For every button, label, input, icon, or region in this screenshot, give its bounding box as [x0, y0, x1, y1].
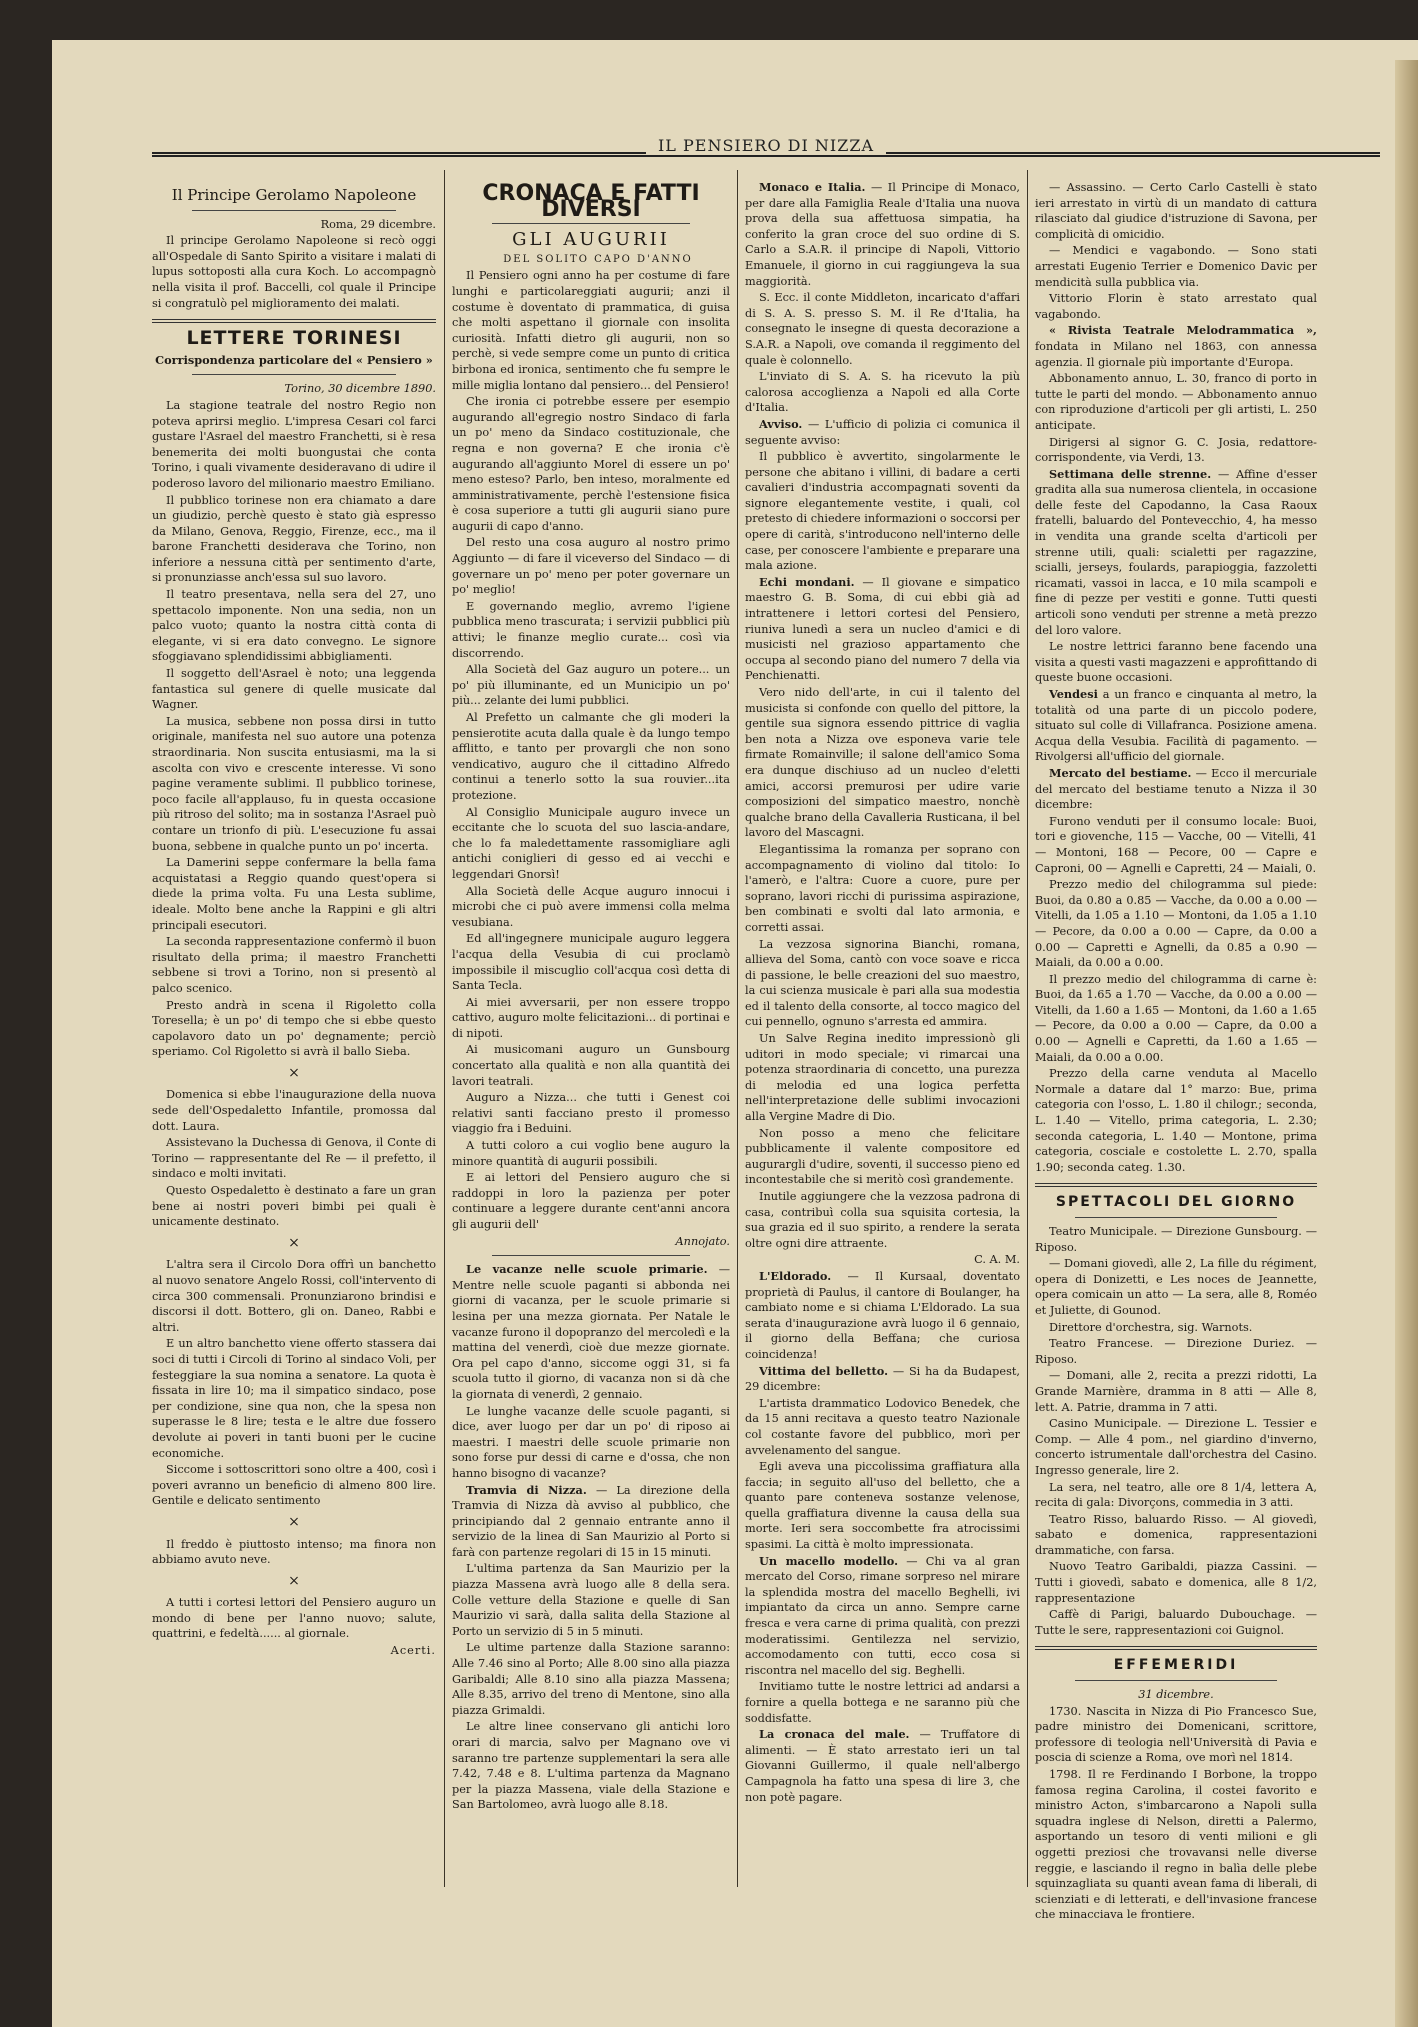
column-3: [745, 180, 1020, 1937]
article-title: GLI AUGURII: [512, 229, 670, 251]
paragraph: La Damerini seppe confermare la bella fama acquistatasi a Reggio quando quest'opera si diede la prima volta. Fu una Lesta sublime, ideale. Molto bene anche la Rappini e gli altri principali esecutori.: [152, 856, 436, 932]
paragraph: Le nostre lettrici faranno bene facendo una visita a questi vasti magazzeni e approfittando di queste buone occasioni.: [1035, 640, 1317, 685]
item-body: — L'ufficio di polizia ci comunica il seguente avviso:: [745, 417, 1020, 447]
section-title: CRONACA E FATTI DIVERSI: [482, 181, 700, 222]
paragraph: 1730. Nascita in Nizza di Pio Francesco Sue, padre ministro dei Domenicani, scrittore, professore di teologia nell'Università di Pavia e poscia di scienze a Roma, ove morì nel 1814.: [1035, 1704, 1317, 1765]
paragraph: E un altro banchetto viene offerto stassera dai soci di tutti i Circoli di Torino al sindaco Voli, per festeggiare la sua nomina a senatore. La quota è fissata in lire 10; ma il simpatico sindaco, pose per condizione, sine qua non, che la spesa non superasse le 8 lire; testa e le altre due fossero devolute ai poveri in tanti buoni per le cucine economiche.: [152, 1337, 436, 1460]
paragraph: Egli aveva una piccolissima graffiatura alla faccia; in seguito all'uso del belletto, che a quanto pare conteneva sostanze velenose, quella graffiatura divenne la causa della sua morte. Ieri sera soccombette fra atrocissimi spasimi. La città è molto impressionata.: [745, 1460, 1020, 1552]
item-title: Avviso.: [759, 416, 803, 431]
dateline: Roma, 29 dicembre.: [320, 217, 436, 231]
signature: C. A. M.: [974, 1253, 1020, 1267]
paragraph: Vittorio Florin è stato arrestato qual vagabondo.: [1035, 292, 1317, 321]
dateline: 31 dicembre.: [1138, 1688, 1214, 1702]
paragraph: Dirigersi al signor G. C. Josia, redattore-corrispondente, via Verdi, 13.: [1035, 435, 1317, 465]
item-title: « Rivista Teatrale Melodrammatica »,: [1049, 323, 1317, 338]
separator-mark: ×: [288, 1234, 300, 1251]
section-divider: [1035, 1646, 1317, 1650]
section-title: EFFEMERIDI: [1113, 1657, 1239, 1674]
item-body: — Il Kursaal, doventato proprietà di Paulus, il cantore di Boulanger, ha cambiato nome e si chiama L'Eldorado. La sua serata d'inaugurazione avrà luogo il 6 gennaio, il giorno della Beffana; che curiosa coincidenza!: [745, 1269, 1020, 1361]
paragraph: Le ultime partenze dalla Stazione saranno: Alle 7.46 sino al Porto; Alle 8.00 sino alla piazza Garibaldi; Alle 8.10 sino alla piazza Massena; Alle 8.35, arrivo del treno di Mentone, sino alla piazza Grimaldi.: [452, 1641, 730, 1717]
paragraph: Al Prefetto un calmante che gli moderi la pensierotite acuta dalla quale è da lungo tempo afflitto, e tanto per provargli che non sono vendicativo, auguro che il cittadino Alfredo continui a tenerlo sotto la sua rouvier...ita protezione.: [452, 711, 730, 802]
paragraph: S. Ecc. il conte Middleton, incaricato d'affari di S. A. S. presso S. M. il Re d'Italia, ha consegnato le insegne di questa decorazione a S.A.R. a Napoli, ove comanda il reggimento del quale è colonnello.: [745, 291, 1020, 367]
paragraph: Domenica si ebbe l'inaugurazione della nuova sede dell'Ospedaletto Infantile, promossa dal dott. Laura.: [152, 1088, 436, 1133]
paragraph: Le altre linee conservano gli antichi loro orari di marcia, salvo per Magnano ove vi saranno tre partenze supplementari la sera alle 7.42, 7.48 e 8. L'ultima partenza da Magnano per la piazza Massena, viale della Stazione e San Bartolomeo, avrà luogo alle 8.18.: [452, 1720, 730, 1812]
newspaper-page: [52, 40, 1418, 2027]
paragraph: L'ultima partenza da San Maurizio per la piazza Massena avrà luogo alle 8 della sera. Colle vetture della Stazione e quelle di San Maurizio vi sarà, dalla salita della Stazione al Porto un servizio di 5 in 5 minuti.: [452, 1562, 730, 1638]
item-body: fondata in Milano nel 1863, con annessa agenzia. Il giornale più importante d'Europa.: [1035, 339, 1317, 369]
item-title: Vendesi: [1049, 687, 1098, 701]
paragraph: Il Pensiero ogni anno ha per costume di fare lunghi e particolareggiati augurii; anzi il costume è doventato di prammatica, di guisa che molti aspettano il giornale con insolita curiosità. Infatti dietro gli augurii, non so perchè, si vede sempre come un punto di critica birbona ed ironica, sentimento che fu sempre le mille miglia lontano dal pensiero... del Pensiero!: [452, 269, 730, 392]
paragraph: Teatro Municipale. — Direzione Gunsbourg. — Riposo.: [1035, 1225, 1317, 1254]
column-rule: [1027, 170, 1028, 1887]
article-title: Il Principe Gerolamo Napoleone: [171, 186, 417, 204]
paragraph: La vezzosa signorina Bianchi, romana, allieva del Soma, cantò con voce soave e ricca di passione, le belle creazioni del suo maestro, la cui scienza musicale è pari alla sua modestia ed il talento della consorte, al tocco magico del cui pennello, ognuno s'arresta ed ammira.: [745, 937, 1020, 1029]
item-title: Tramvia di Nizza.: [466, 1482, 587, 1497]
paragraph: Alla Società delle Acque auguro innocui i microbi che ci può avere immensi colla melma vesubiana.: [452, 884, 730, 929]
signature: Acerti.: [390, 1644, 436, 1658]
paragraph: L'altra sera il Circolo Dora offrì un banchetto al nuovo senatore Angelo Rossi, coll'intervento di circa 300 commensali. Pronunziarono brindisi e discorsi il dott. Bottero, gli on. Daneo, Rabbi e altri.: [152, 1258, 436, 1334]
paragraph: Nuovo Teatro Garibaldi, piazza Cassini. — Tutti i giovedì, sabato e domenica, alle 8 1/2, rappresentazione: [1035, 1560, 1317, 1605]
paragraph: Casino Municipale. — Direzione L. Tessier e Comp. — Alle 4 pom., nel giardino d'inverno, concerto istrumentale dall'orchestra del Casino. Ingresso generale, lire 2.: [1035, 1417, 1317, 1477]
item-body: — Si ha da Budapest, 29 dicembre:: [745, 1364, 1020, 1394]
article-body: Il principe Gerolamo Napoleone si recò oggi all'Ospedale di Santo Spirito a visitare i malati di lupus sottoposti alla cura Koch. Lo accompagnò nella visita il prof. Baccelli, col quale il Principe si congratulò pel miglioramento dei malati.: [152, 234, 436, 310]
item-body: — Chi va al gran mercato del Corso, rimane sorpreso nel mirare la splendida mostra del macello Beghelli, ivi impiantato da circa un anno. Sempre carne fresca e vera carne di prima qualità, con prezzi moderatissimi. Gentilezza nel servizio, accomodamento con tutti, ecco cosa si riscontra nel macello del sig. Beghelli.: [745, 1554, 1020, 1677]
paragraph: Direttore d'orchestra, sig. Warnots.: [1049, 1320, 1253, 1334]
paragraph: Le lunghe vacanze delle scuole paganti, si dice, aver luogo per dar un po' di riposo ai maestri. I maestri delle scuole primarie non sono forse pur dessi di carne e d'ossa, che non hanno bisogno di vacanze?: [452, 1404, 730, 1480]
paragraph: Che ironia ci potrebbe essere per esempio augurando all'egregio nostro Sindaco di farla un po' meno da Sindaco costituzionale, che regna e non governa? E che ironia c'è augurando all'aggiunto Morel di essere un po' meno esteso? Parlo, ben inteso, moralmente ed amministrativamente, perchè l'estensione fisica è cosa superiore a tutti gli augurii siano pure augurii di capo d'anno.: [452, 395, 730, 533]
paragraph: La seconda rappresentazione confermò il buon risultato della prima; il maestro Franchetti sebbene si trovi a Torino, non si presentò al palco scenico.: [152, 935, 436, 995]
item-title: Un macello modello.: [759, 1553, 899, 1568]
paragraph: — Domani, alle 2, recita a prezzi ridotti, La Grande Marnière, dramma in 8 atti — Alle 8, lett. A. Patrie, dramma in 7 atti.: [1035, 1369, 1317, 1414]
paragraph: Inutile aggiungere che la vezzosa padrona di casa, contribuì colla sua squisita cortesia, la sua grazia ed il suo spirito, a rendere la serata oltre ogni dire attraente.: [745, 1190, 1020, 1250]
paragraph: L'artista drammatico Lodovico Benedek, che da 15 anni recitava a questo teatro Nazionale col costante favore del pubblico, morì per avvelenamento del sangue.: [745, 1396, 1020, 1457]
paragraph: La sera, nel teatro, alle ore 8 1/4, lettera A, recita di gala: Divorçons, commedia in 3 atti.: [1035, 1480, 1317, 1510]
paragraph: La musica, sebbene non possa dirsi in tutto originale, manifesta nel suo autore una potenza straordinaria. Non suscita entusiasmi, ma la si ascolta con vivo e crescente interesse. Vi sono pagine veramente sublimi. Il pubblico torinese, poco facile all'applauso, fu in questa occasione più ritroso del solito; ma in sostanza l'Asrael può contare un trionfo di più. L'esecuzione fu assai buona, sebbene in qualche punto un po' incerta.: [152, 714, 436, 853]
column-rule: [444, 170, 445, 1887]
separator-mark: ×: [288, 1513, 300, 1530]
paragraph: Alla Società del Gaz auguro un potere... un po' più illuminante, ed un Municipio un po' più... zelante dei lumi pubblici.: [452, 663, 730, 708]
paragraph: Presto andrà in scena il Rigoletto colla Toresella; è un po' di tempo che si ebbe questo capolavoro dato un po' degnamente; perciò speriamo. Col Rigoletto si avrà il ballo Sieba.: [152, 998, 436, 1059]
item-title: L'Eldorado.: [759, 1268, 832, 1283]
paragraph: Teatro Francese. — Direzione Duriez. — Riposo.: [1035, 1337, 1317, 1366]
paragraph: Invitiamo tutte le nostre lettrici ad andarsi a fornire a quella bottega e ne saranno più che soddisfatte.: [745, 1680, 1020, 1725]
paragraph: Assistevano la Duchessa di Genova, il Conte di Torino — rappresentante del Re — il prefetto, il sindaco e molti invitati.: [152, 1136, 436, 1181]
paragraph: Non posso a meno che felicitare pubblicamente il valente compositore ed augurargli d'udire, soventi, il successo pieno ed incontestabile che si meritò così grandemente.: [745, 1126, 1020, 1187]
paragraph: Siccome i sottoscrittori sono oltre a 400, così i poveri avranno un beneficio di almeno 800 lire. Gentile e delicato sentimento: [152, 1463, 436, 1508]
divider: [1075, 1217, 1277, 1218]
paragraph: Elegantissima la romanza per soprano con accompagnamento di violino dal titolo: Io l'amerò, e l'altra: Cuore a cuore, pure per soprano, lavori ricchi di purissima aspirazione, ben combinati e svolti dal lato armonia, e corretti assai.: [745, 842, 1020, 934]
paragraph: L'inviato di S. A. S. ha ricevuto la più calorosa accoglienza a Napoli ed alla Corte d'Italia.: [745, 370, 1020, 415]
paragraph: Il freddo è piuttosto intenso; ma finora non abbiamo avuto neve.: [152, 1537, 436, 1567]
section-title: LETTERE TORINESI: [186, 327, 402, 350]
item-body: — Mentre nelle scuole paganti si abbonda nei giorni di vacanza, per le scuole primarie si lesina per una mezza giornata. Per Natale le vacanze furono il dopopranzo del mercoledì e la mattina del venerdì, cioè due mezze giornate. Ora pel capo d'anno, siccome oggi 31, si fa scuola tutto il giorno, di vacanza non si dà che la giornata di venerdì, 2 gennaio.: [452, 1263, 730, 1401]
masthead-title: IL PENSIERO DI NIZZA: [152, 136, 1380, 155]
signature: Annojato.: [675, 1234, 730, 1248]
masthead: [152, 136, 1380, 176]
paragraph: Il pubblico torinese non era chiamato a dare un giudizio, perchè questo è stato già espresso da Milano, Genova, Reggio, Firenze, ecc., ma il barone Franchetti desiderava che Torino, non inferiore a nessuna città per sentimento d'arte, si pronunziasse anch'essa sul suo lavoro.: [152, 493, 436, 585]
item-title: Vittima del belletto.: [759, 1363, 889, 1378]
paragraph: Vero nido dell'arte, in cui il talento del musicista si confonde con quello del pittore, la gentile sua signora essendo pittrice di vaglia ben nota a Nizza ove esponeva varie tele firmate Romainville; il salone dell'amico Soma era dunque dischiuso ad un nucleo d'eletti amici, accorsi premurosi per udire varie composizioni del simpatico maestro, nonchè qualche brano della Cavalleria Rusticana, il bel lavoro del Mascagni.: [745, 686, 1020, 840]
paragraph: Prezzo medio del chilogramma sul piede: Buoi, da 0.80 a 0.85 — Vacche, da 0.00 a 0.00 — Vitelli, da 1.05 a 1.10 — Montoni, da 1.05 a 1.10 — Pecore, da 0.00 a 0.00 — Capre, da 0.00 a 0.00 — Capretti e Agnelli, da 0.85 a 0.90 — Maiali, da 0.00 a 0.00.: [1035, 878, 1317, 970]
paragraph: A tutti coloro a cui voglio bene auguro la minore quantità di augurii possibili.: [452, 1139, 730, 1168]
paragraph: Il pubblico è avvertito, singolarmente le persone che abitano i villini, di badare a certi cavalieri d'industria accompagnati soventi da signore elegantemente vestite, i quali, col pretesto di chiedere informazioni o soccorsi per opere di carità, s'introducono nell'interno delle case, per conoscere l'ambiente e preparare una mala azione.: [745, 450, 1020, 573]
paragraph: Al Consiglio Municipale auguro invece un eccitante che lo scuota del suo lascia-andare, che lo fa maledettamente rassomigliare agli antichi coniglieri di gesso ed ai vecchi e leggendari Gnorsì!: [452, 805, 730, 881]
section-subtitle: Corrispondenza particolare del « Pensiero »: [155, 352, 433, 367]
paragraph: Furono venduti per il consumo locale: Buoi, tori e giovenche, 115 — Vacche, 00 — Vitelli, 41 — Montoni, 168 — Pecore, 00 — Capre e Caproni, 00 — Agnelli e Capretti, 24 — Maiali, 0.: [1035, 814, 1317, 875]
section-divider: [152, 319, 436, 323]
item-title: La cronaca del male.: [759, 1727, 910, 1742]
article-subtitle: DEL SOLITO CAPO D'ANNO: [503, 253, 693, 265]
separator-mark: ×: [288, 1572, 300, 1589]
paragraph: — Assassino. — Certo Carlo Castelli è stato ieri arrestato in virtù di un mandato di cattura rilasciato dal giudice d'istruzione di Savona, per complicità di omicidio.: [1035, 181, 1317, 241]
paragraph: A tutti i cortesi lettori del Pensiero auguro un mondo di bene per l'anno nuovo; salute, quattrini, e fedeltà...... al giornale.: [152, 1596, 436, 1641]
page-spine: [1395, 60, 1418, 2027]
dateline: Torino, 30 dicembre 1890.: [284, 382, 436, 396]
divider: [1075, 1680, 1277, 1681]
paragraph: Il teatro presentava, nella sera del 27, uno spettacolo imponente. Non una sedia, non un palco vuoto; quanto la nostra città conta di elegante, vi si era dato convegno. Le signore sfoggiavano splendidissimi abbigliamenti.: [152, 588, 436, 664]
paragraph: Questo Ospedaletto è destinato a fare un gran bene ai nostri poveri bimbi pei quali è unicamente destinato.: [152, 1184, 436, 1229]
item-title: Mercato del bestiame.: [1049, 765, 1192, 780]
paragraph: Caffè di Parigi, baluardo Dubouchage. — Tutte le sere, rappresentazioni coi Guignol.: [1035, 1608, 1317, 1637]
divider: [492, 1255, 690, 1256]
item-title: Echi mondani.: [759, 574, 855, 589]
section-title: SPETTACOLI DEL GIORNO: [1055, 1194, 1297, 1211]
paragraph: Ed all'ingegnere municipale auguro leggera l'acqua della Vesubia di cui proclamò impossibile il miscuglio coll'acqua così detta di Santa Tecla.: [452, 932, 730, 993]
column-1: [152, 180, 436, 1937]
paragraph: Ai musicomani auguro un Gunsbourg concertato alla qualità e non alla quantità dei lavori teatrali.: [452, 1043, 730, 1088]
paragraph: Il soggetto dell'Asrael è noto; una leggenda fantastica sul genere di quelle musicate dal Wagner.: [152, 667, 436, 712]
paragraph: E governando meglio, avremo l'igiene pubblica meno trascurata; i servizii pubblici più attivi; le finanze meglio curate... così via discorrendo.: [452, 599, 730, 660]
paragraph: Un Salve Regina inedito impressionò gli uditori in modo speciale; vi rimarcai una potenza straordinaria di concetto, una purezza di melodia ed una logica perfetta nell'interpretazione delle sublimi invocazioni alla Vergine Madre di Dio.: [745, 1032, 1020, 1124]
item-body: — Il giovane e simpatico maestro G. B. Soma, di cui ebbi già ad intrattenere i lettori cortesi del Pensiero, riuniva lunedì a sera un nucleo d'amici e di musicisti nel grazioso appartamento che occupa al secondo piano del numero 7 della via Penchienatti.: [745, 575, 1020, 683]
item-title: Monaco e Italia.: [759, 180, 866, 194]
paragraph: Prezzo della carne venduta al Macello Normale a datare dal 1° marzo: Bue, prima categoria con l'osso, L. 1.80 il chilogr.; seconda, L. 1.40 — Vitello, prima categoria, L. 2.30; seconda categoria, L. 1.40 — Montone, prima categoria, cosciale e costolette L. 2.70, spalla 1.90; seconda categ. 1.30.: [1035, 1067, 1317, 1174]
paragraph: Il prezzo medio del chilogramma di carne è: Buoi, da 1.65 a 1.70 — Vacche, da 0.00 a 0.00 — Vitelli, da 1.60 a 1.65 — Montoni, da 1.60 a 1.65 — Pecore, da 0.00 a 0.00 — Capre, da 0.00 a 0.00 — Agnelli e Capretti, da 1.60 a 1.65 — Maiali, da 0.00 a 0.00.: [1035, 972, 1317, 1064]
paragraph: Ai miei avversarii, per non essere troppo cattivo, auguro molte felicitazioni... di portinai e di nipoti.: [452, 995, 730, 1040]
item-title: Le vacanze nelle scuole primarie.: [466, 1262, 708, 1277]
item-body: — Affine d'esser gradita alla sua numerosa clientela, in occasione delle feste del Capodanno, la Casa Raoux fratelli, baluardo del Pontevecchio, 4, ha messo in vendita una grande scelta d'articoli per strenne utili, quali: scialetti per ragazzine, scialli, jerseys, foulards, parapioggia, fazzoletti ricamati, vassoi in lacca, e 10 mila scampoli e fine di pezze per vestiti e gonne. Tutti questi articoli sono venduti per strenne a metà prezzo del loro valore.: [1035, 467, 1317, 637]
paragraph: E ai lettori del Pensiero auguro che si raddoppi in loro la pazienza per poter continuare a leggere durante cent'anni ancora gli augurii dell': [452, 1171, 730, 1231]
paragraph: 1798. Il re Ferdinando I Borbone, la troppo famosa regina Carolina, il costei favorito e ministro Acton, s'imbarcarono a Napoli sulla squadra inglese di Nelson, diretti a Palermo, asportando un tesoro di venti milioni e gli oggetti preziosi che trovavansi nelle diverse reggie, e lasciando il regno in balìa delle plebe squinzagliata su quanti avean fama di liberali, di scienziati e di letterati, e dell'invasione francese che minacciava le frontiere.: [1035, 1768, 1317, 1922]
column-4: [1035, 180, 1317, 1937]
paragraph: Abbonamento annuo, L. 30, franco di porto in tutte le parti del mondo. — Abbonamento annuo con riproduzione d'articoli per gli artisti, L. 250 anticipate.: [1035, 372, 1317, 432]
paragraph: Del resto una cosa auguro al nostro primo Aggiunto — di fare il viceverso del Sindaco — di governare un po' meno per poter governare un po' meglio!: [452, 536, 730, 597]
item-body: — Truffatore di alimenti. — È stato arrestato ieri un tal Giovanni Guillermo, il quale nell'albergo Campagnola ha fatto una spesa di lire 3, che non potè pagare.: [745, 1728, 1020, 1804]
paragraph: — Domani giovedì, alle 2, La fille du régiment, opera di Donizetti, e Les noces de Jeannette, opera comicain un atto — La sera, alle 8, Roméo et Juliette, di Gounod.: [1035, 1257, 1317, 1317]
item-body: a un franco e cinquanta al metro, la totalità od una parte di un piccolo podere, situato sul colle di Villafranca. Posizione amena. Acqua della Vesubia. Facilità di pagamento. — Rivolgersi all'ufficio del giornale.: [1035, 688, 1317, 764]
item-body: — La direzione della Tramvia di Nizza dà avviso al pubblico, che principiando dal 2 gennaio entrante anno il servizio de la linea di San Maurizio al Porto si farà con partenze regolari di 15 in 15 minuti.: [452, 1483, 730, 1559]
divider: [192, 210, 396, 211]
item-body: — Il Principe di Monaco, per dare alla Famiglia Reale d'Italia una nuova prova della sua affettuosa simpatia, ha conferito la gran croce del suo ordine di S. Carlo a S.A.R. il principe di Napoli, Vittorio Emanuele, il giorno in cui raggiungeva la sua maggiorità.: [745, 181, 1020, 288]
section-divider: [1035, 1183, 1317, 1187]
column-rule: [737, 170, 738, 1887]
divider: [192, 374, 396, 375]
paragraph: — Mendici e vagabondo. — Sono stati arrestati Eugenio Terrier e Domenico Davic per mendicità sulla pubblica via.: [1035, 244, 1317, 289]
column-2: [452, 180, 730, 1937]
paragraph: Auguro a Nizza... che tutti i Genest coi relativi santi facciano presto il promesso viaggio fra i Beduini.: [452, 1091, 730, 1136]
paragraph: La stagione teatrale del nostro Regio non poteva aprirsi meglio. L'impresa Cesari col farci gustare l'Asrael del maestro Franchetti, si è resa benemerita dei molti buongustai che conta Torino, i quali vivamente desideravano di udire il poderoso lavoro del milionario maestro Emiliano.: [152, 398, 436, 490]
item-title: Settimana delle strenne.: [1049, 466, 1212, 481]
item-body: — Ecco il mercuriale del mercato del bestiame tenuto a Nizza il 30 dicembre:: [1035, 766, 1317, 812]
divider: [492, 223, 690, 224]
paragraph: Teatro Risso, baluardo Risso. — Al giovedì, sabato e domenica, rappresentazioni drammatiche, con farsa.: [1035, 1512, 1317, 1557]
separator-mark: ×: [288, 1064, 300, 1081]
